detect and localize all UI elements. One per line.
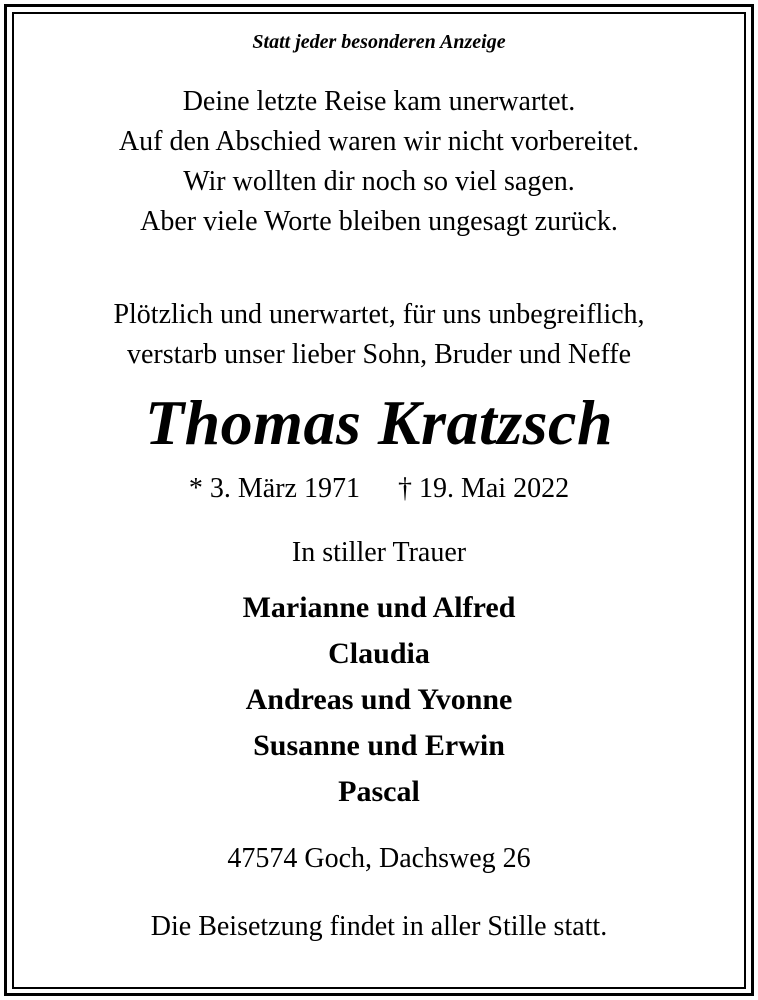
- family-member: Claudia: [328, 637, 430, 670]
- family-member: Andreas und Yvonne: [245, 683, 513, 716]
- poem-line: Wir wollten dir noch so viel sagen.: [183, 166, 575, 197]
- family-member: Pascal: [338, 775, 420, 808]
- address: 47574 Goch, Dachsweg 26: [227, 843, 531, 874]
- poem-line: Auf den Abschied waren wir nicht vorbereitet.: [118, 126, 640, 157]
- family-member: Susanne und Erwin: [253, 729, 505, 762]
- intro-line: Plötzlich und unerwartet, für uns unbegreiflich,: [113, 299, 645, 330]
- mourning-line: In stiller Trauer: [291, 537, 467, 568]
- header-line: Statt jeder besonderen Anzeige: [252, 31, 506, 53]
- family-list: [16, 585, 742, 815]
- intro-text: [16, 295, 742, 375]
- life-dates: [16, 471, 742, 507]
- poem-line: Deine letzte Reise kam unerwartet.: [182, 86, 576, 117]
- funeral-note: Die Beisetzung findet in aller Stille statt.: [150, 911, 608, 942]
- intro-line: verstarb unser lieber Sohn, Bruder und Neffe: [126, 339, 632, 370]
- poem: [16, 82, 742, 242]
- family-member: Marianne und Alfred: [242, 591, 516, 624]
- death-date: † 19. Mai 2022: [397, 473, 570, 504]
- birth-date: * 3. März 1971: [188, 473, 360, 504]
- poem-line: Aber viele Worte bleiben ungesagt zurück.: [140, 206, 618, 237]
- deceased-name: Thomas Kratzsch: [144, 387, 614, 458]
